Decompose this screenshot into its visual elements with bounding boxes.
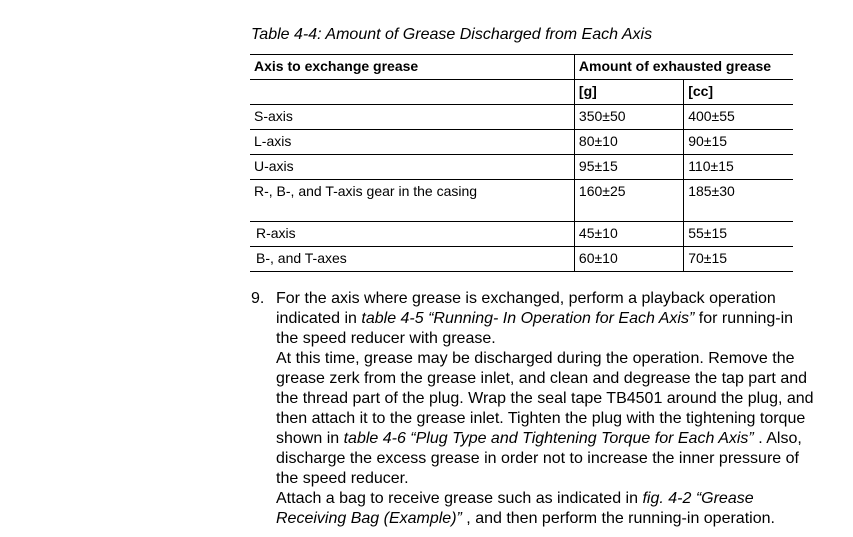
table-row [250, 130, 793, 155]
cell-axis: R-axis [250, 222, 574, 247]
cell-cc: 70±15 [684, 247, 793, 272]
step-text: . Also, discharge the excess grease in order not to increase the inner pressure of the speed reducer. [276, 430, 802, 487]
step-text: for running-in the speed reducer with grease. [276, 310, 794, 347]
header-unit-g: [g] [574, 80, 683, 105]
step-number: 9. [251, 290, 265, 307]
step-paragraph-2 [276, 349, 816, 489]
table-row [250, 247, 793, 272]
table-row [250, 155, 793, 180]
cell-axis: S-axis [250, 105, 574, 130]
table-row [250, 180, 793, 222]
cell-cc: 55±15 [684, 222, 793, 247]
table-header-row [250, 55, 793, 80]
step-text: At this time, grease may be discharged during the operation. Remove the grease zerk from the grease inlet, and clean and degrease the tap part and the thread part of the plug. Wrap the seal tape TB4501 around the plug, and then attach it to the grease inlet. Tighten the plug with the tightening torque shown in [276, 350, 814, 447]
step-body [276, 289, 816, 529]
grease-discharge-table [250, 54, 793, 272]
cell-axis: U-axis [250, 155, 574, 180]
cell-cc: 185±30 [684, 180, 793, 222]
table-unit-row [250, 80, 793, 105]
header-axis-blank [250, 80, 574, 105]
table-caption: Table 4-4: Amount of Grease Discharged from Each Axis [251, 26, 653, 43]
cell-g: 80±10 [574, 130, 683, 155]
cell-axis: B-, and T-axes [250, 247, 574, 272]
cell-cc: 400±55 [684, 105, 793, 130]
cell-axis: R-, B-, and T-axis gear in the casing [250, 180, 574, 222]
cell-cc: 90±15 [684, 130, 793, 155]
cell-g: 350±50 [574, 105, 683, 130]
step-text: Attach a bag to receive grease such as indicated in [276, 490, 643, 507]
cell-g: 45±10 [574, 222, 683, 247]
step-paragraph-1 [276, 289, 816, 349]
step-text: , and then perform the running-in operation. [461, 510, 775, 527]
cell-g: 95±15 [574, 155, 683, 180]
table-row [250, 105, 793, 130]
table-row [250, 222, 793, 247]
step-paragraph-3 [276, 489, 816, 529]
header-amount: Amount of exhausted grease [574, 55, 793, 80]
cell-g: 160±25 [574, 180, 683, 222]
cell-g: 60±10 [574, 247, 683, 272]
header-unit-cc: [cc] [684, 80, 793, 105]
header-axis: Axis to exchange grease [250, 55, 574, 80]
table-4-5-reference[interactable]: table 4-5 “Running- In Operation for Each Axis” [361, 310, 695, 327]
table-4-6-reference[interactable]: table 4-6 “Plug Type and Tightening Torque for Each Axis” [343, 430, 754, 447]
cell-axis: L-axis [250, 130, 574, 155]
cell-cc: 110±15 [684, 155, 793, 180]
step-text: For the axis where grease is exchanged, perform a playback operation indicated in [276, 290, 776, 327]
fig-4-2-reference[interactable]: fig. 4-2 “Grease Receiving Bag (Example)” [276, 490, 754, 527]
